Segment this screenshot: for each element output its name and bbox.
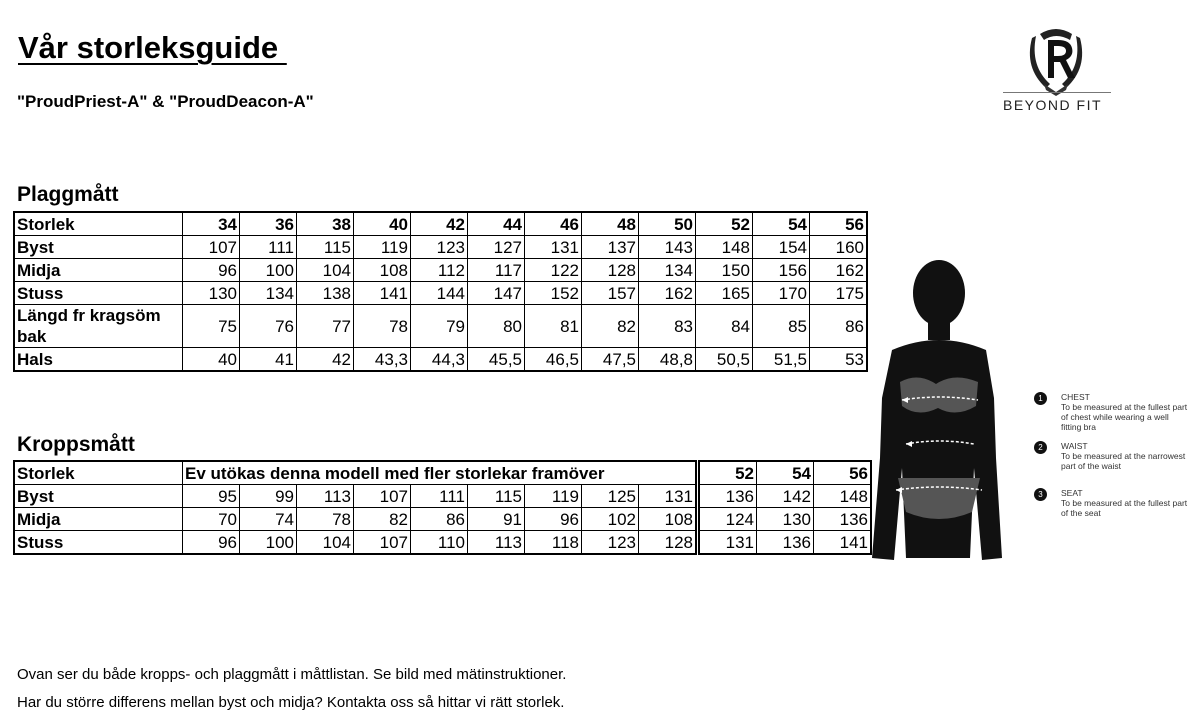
table-cell: 141	[814, 531, 872, 555]
table-cell: 134	[240, 282, 297, 305]
table-cell: 76	[240, 305, 297, 348]
footer-line-1: Ovan ser du både kropps- och plaggmått i måttlistan. Se bild med mätinstruktioner.	[17, 666, 567, 683]
table-cell: 117	[468, 259, 525, 282]
table-header-row	[14, 461, 871, 485]
table-cell: 79	[411, 305, 468, 348]
table-cell: 45,5	[468, 348, 525, 372]
table-cell: 141	[354, 282, 411, 305]
table-cell: 86	[810, 305, 868, 348]
table-cell: 152	[525, 282, 582, 305]
table-cell: 142	[757, 485, 814, 508]
body-heading: Kroppsmått	[17, 433, 135, 456]
size-header: 52	[698, 461, 757, 485]
product-names: "ProudPriest-A" & "ProudDeacon-A"	[17, 92, 314, 111]
table-cell: 96	[183, 259, 240, 282]
table-cell: 96	[183, 531, 240, 555]
table-cell: 107	[183, 236, 240, 259]
table-cell: 100	[240, 259, 297, 282]
table-cell: 42	[297, 348, 354, 372]
table-cell: 119	[354, 236, 411, 259]
table-cell: 127	[468, 236, 525, 259]
table-cell: 150	[696, 259, 753, 282]
size-header: 40	[354, 212, 411, 236]
size-header: 48	[582, 212, 639, 236]
table-cell: 77	[297, 305, 354, 348]
table-cell: 78	[297, 508, 354, 531]
legend-desc: To be measured at the narrowest part of the waist	[1061, 451, 1186, 471]
table-cell: 81	[525, 305, 582, 348]
size-header: 42	[411, 212, 468, 236]
table-cell: 131	[639, 485, 698, 508]
table-row	[14, 236, 867, 259]
table-cell: 74	[240, 508, 297, 531]
table-cell: 111	[411, 485, 468, 508]
table-cell: 100	[240, 531, 297, 555]
size-header: 34	[183, 212, 240, 236]
table-cell: 130	[183, 282, 240, 305]
table-cell: 104	[297, 531, 354, 555]
size-header: 38	[297, 212, 354, 236]
table-cell: 51,5	[753, 348, 810, 372]
row-label: Midja	[14, 508, 183, 531]
table-cell: 123	[582, 531, 639, 555]
table-cell: 50,5	[696, 348, 753, 372]
table-cell: 96	[525, 508, 582, 531]
table-cell: 44,3	[411, 348, 468, 372]
table-cell: 160	[810, 236, 868, 259]
table-cell: 162	[639, 282, 696, 305]
table-cell: 84	[696, 305, 753, 348]
table-cell: 148	[814, 485, 872, 508]
table-cell: 112	[411, 259, 468, 282]
size-header: 56	[810, 212, 868, 236]
size-header: 36	[240, 212, 297, 236]
row-label: Storlek	[14, 212, 183, 236]
table-cell: 125	[582, 485, 639, 508]
table-cell: 147	[468, 282, 525, 305]
table-row	[14, 485, 871, 508]
footer-line-2: Har du större differens mellan byst och midja? Kontakta oss så hittar vi rätt storlek.	[17, 694, 565, 711]
table-cell: 107	[354, 531, 411, 555]
legend-title: CHEST	[1061, 392, 1090, 402]
table-cell: 40	[183, 348, 240, 372]
legend-desc: To be measured at the fullest part of chest while wearing a well fitting bra	[1061, 402, 1188, 432]
table-cell: 165	[696, 282, 753, 305]
table-row	[14, 348, 867, 372]
table-cell: 86	[411, 508, 468, 531]
table-cell: 113	[468, 531, 525, 555]
table-cell: 154	[753, 236, 810, 259]
table-cell: 111	[240, 236, 297, 259]
row-label: Byst	[14, 485, 183, 508]
table-row	[14, 508, 871, 531]
row-label: Byst	[14, 236, 183, 259]
number-3-icon: 3	[1034, 488, 1047, 501]
legend-title: WAIST	[1061, 441, 1088, 451]
logo-divider	[1003, 92, 1111, 93]
table-cell: 99	[240, 485, 297, 508]
table-cell: 78	[354, 305, 411, 348]
size-note: Ev utökas denna modell med fler storlekar framöver	[183, 461, 698, 485]
table-cell: 124	[698, 508, 757, 531]
table-cell: 110	[411, 531, 468, 555]
table-cell: 170	[753, 282, 810, 305]
row-label: Längd fr kragsöm bak	[14, 305, 183, 348]
table-cell: 107	[354, 485, 411, 508]
row-label: Midja	[14, 259, 183, 282]
table-cell: 148	[696, 236, 753, 259]
table-cell: 104	[297, 259, 354, 282]
table-cell: 53	[810, 348, 868, 372]
size-header: 44	[468, 212, 525, 236]
table-row	[14, 305, 867, 348]
table-cell: 137	[582, 236, 639, 259]
table-row	[14, 531, 871, 555]
table-cell: 41	[240, 348, 297, 372]
table-cell: 136	[814, 508, 872, 531]
table-header-row	[14, 212, 867, 236]
table-cell: 85	[753, 305, 810, 348]
size-header: 54	[753, 212, 810, 236]
size-header: 52	[696, 212, 753, 236]
table-cell: 128	[582, 259, 639, 282]
table-cell: 80	[468, 305, 525, 348]
garment-size-table	[13, 211, 868, 372]
table-cell: 113	[297, 485, 354, 508]
table-cell: 108	[639, 508, 698, 531]
table-cell: 83	[639, 305, 696, 348]
table-cell: 131	[525, 236, 582, 259]
size-header: 56	[814, 461, 872, 485]
table-cell: 123	[411, 236, 468, 259]
row-label: Stuss	[14, 282, 183, 305]
legend-title: SEAT	[1061, 488, 1083, 498]
table-row	[14, 259, 867, 282]
page-title: Vår storleksguide	[18, 30, 287, 65]
body-size-table	[13, 460, 872, 555]
table-cell: 128	[639, 531, 698, 555]
number-2-icon: 2	[1034, 441, 1047, 454]
table-cell: 46,5	[525, 348, 582, 372]
legend-desc: To be measured at the fullest part of the seat	[1061, 498, 1188, 518]
table-cell: 162	[810, 259, 868, 282]
table-cell: 175	[810, 282, 868, 305]
table-cell: 157	[582, 282, 639, 305]
table-cell: 82	[582, 305, 639, 348]
number-1-icon: 1	[1034, 392, 1047, 405]
table-cell: 118	[525, 531, 582, 555]
table-cell: 144	[411, 282, 468, 305]
table-cell: 131	[698, 531, 757, 555]
table-cell: 82	[354, 508, 411, 531]
table-cell: 47,5	[582, 348, 639, 372]
table-cell: 75	[183, 305, 240, 348]
table-cell: 102	[582, 508, 639, 531]
table-cell: 136	[698, 485, 757, 508]
table-cell: 122	[525, 259, 582, 282]
row-label: Hals	[14, 348, 183, 372]
brand-name: BEYOND FIT	[1003, 97, 1103, 113]
table-cell: 115	[468, 485, 525, 508]
size-header: 54	[757, 461, 814, 485]
table-cell: 108	[354, 259, 411, 282]
size-header: 46	[525, 212, 582, 236]
table-cell: 134	[639, 259, 696, 282]
table-cell: 119	[525, 485, 582, 508]
table-cell: 43,3	[354, 348, 411, 372]
table-row	[14, 282, 867, 305]
table-cell: 130	[757, 508, 814, 531]
table-cell: 91	[468, 508, 525, 531]
table-cell: 136	[757, 531, 814, 555]
row-label: Storlek	[14, 461, 183, 485]
table-cell: 115	[297, 236, 354, 259]
table-cell: 95	[183, 485, 240, 508]
table-cell: 48,8	[639, 348, 696, 372]
row-label: Stuss	[14, 531, 183, 555]
measurement-figure-icon	[862, 258, 1012, 570]
table-cell: 70	[183, 508, 240, 531]
table-cell: 156	[753, 259, 810, 282]
garment-heading: Plaggmått	[17, 183, 119, 206]
size-header: 50	[639, 212, 696, 236]
table-cell: 143	[639, 236, 696, 259]
table-cell: 138	[297, 282, 354, 305]
